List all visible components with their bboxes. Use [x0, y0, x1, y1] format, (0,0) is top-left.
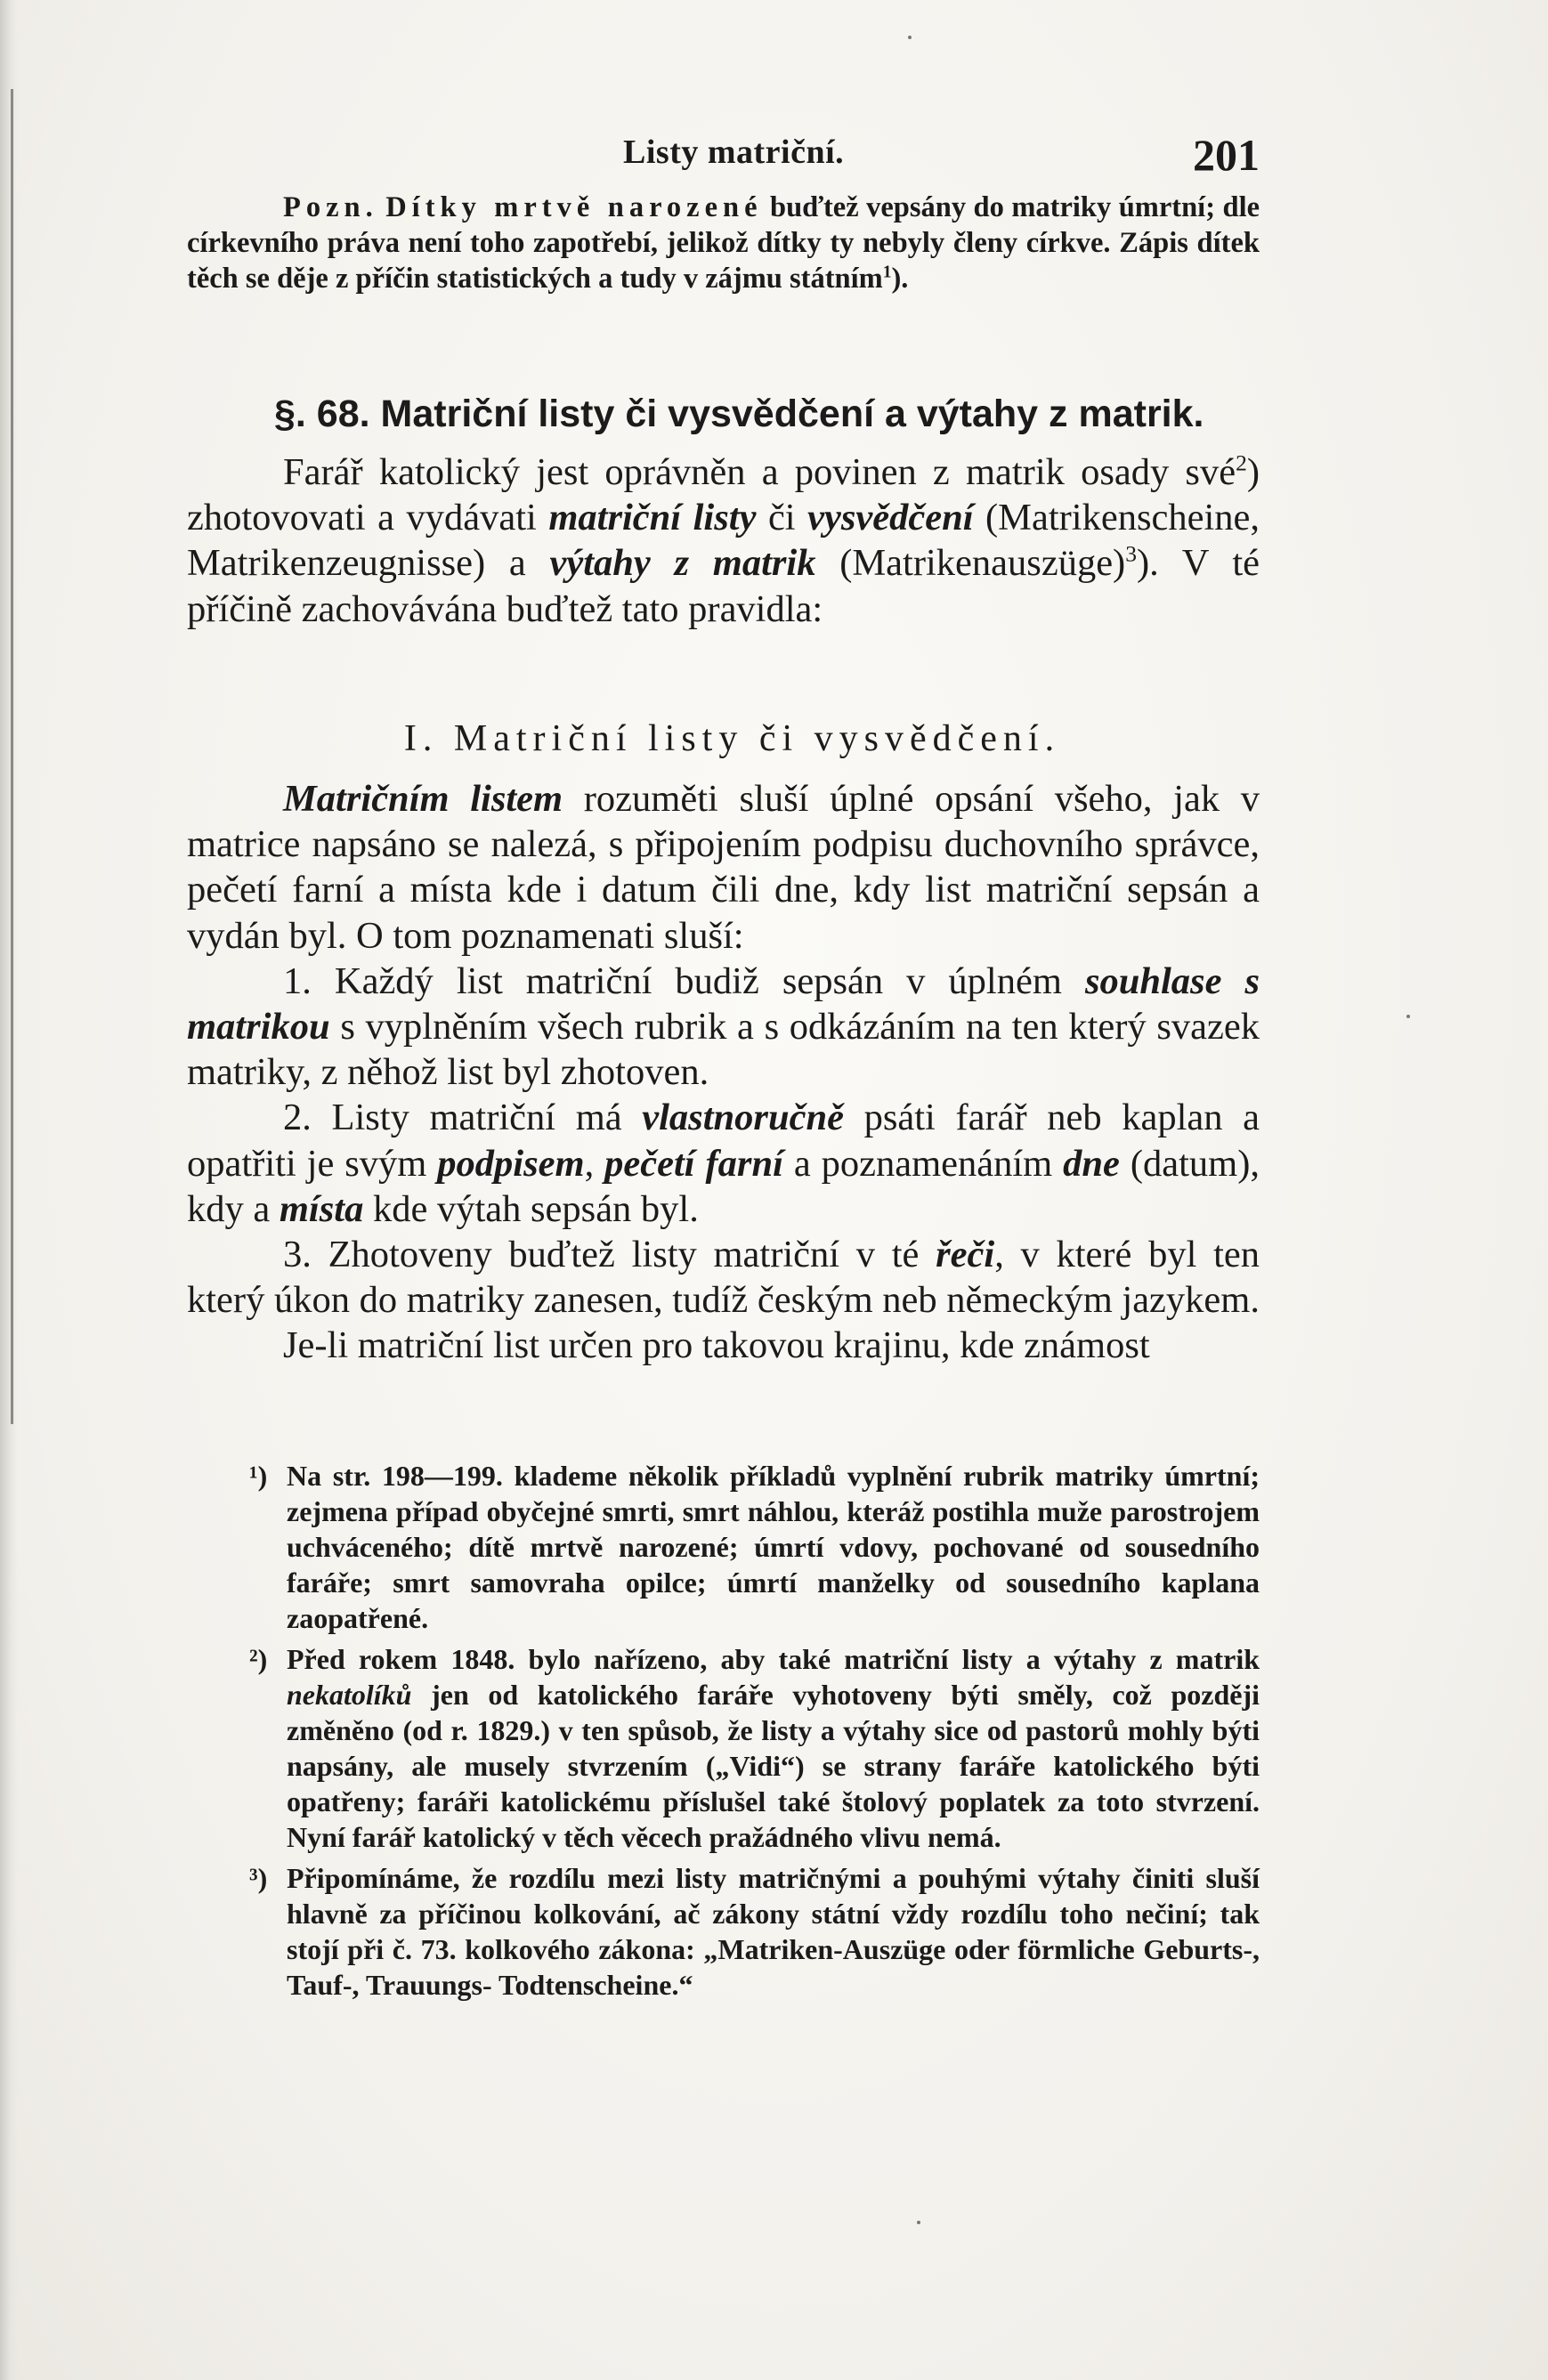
text-run: 2. Listy matriční má	[283, 1097, 622, 1139]
page-number: 201	[1193, 130, 1260, 180]
emphasis: Matričním listem	[283, 778, 563, 820]
emphasis: výtahy z matrik	[549, 542, 816, 585]
rule-item-2	[187, 1095, 1260, 1232]
text-run: ) zhotovovati a vydávati	[187, 451, 1260, 539]
emphasis: podpisem	[437, 1142, 585, 1185]
closing-paragraph: Je-li matriční list určen pro takovou krajinu, kde známost	[283, 1324, 1150, 1367]
section-title: Matriční listy či vysvědčení a výtahy z matrik.	[380, 393, 1204, 435]
footnote-text: Před rokem 1848. bylo nařízeno, aby také matriční listy a výtahy z matrik	[287, 1643, 1260, 1675]
running-head	[187, 129, 1260, 182]
subsection-heading: I. Matriční listy či vysvědčení.	[403, 718, 1061, 759]
text-run: či	[767, 497, 796, 539]
emphasis: řeči	[936, 1234, 995, 1276]
emphasis: pečetí farní	[604, 1142, 783, 1185]
emphasis: matriční listy	[548, 497, 757, 539]
emphasis: souhlase s matrikou	[187, 959, 1260, 1048]
text-run: , v které byl ten který úkon do matriky zanesen, tudíž českým neb německým jazykem.	[187, 1234, 1260, 1322]
footnote-ref: 2	[1236, 449, 1247, 476]
footnote-mark: ³)	[249, 1862, 268, 1894]
text-run: 1. Každý list matriční budiž sepsán v úplném	[283, 959, 1062, 1002]
note-text: buďtež vepsány do matriky úmrtní; dle církevního práva není toho zapotřebí, jelikož dítky ty nebyly členy církve. Zápis dítek těch se děje z příčin statistických a tudy v zájmu státním	[187, 191, 1260, 295]
footnote-mark: ¹)	[249, 1460, 268, 1492]
footnote-ref: 1	[882, 263, 892, 282]
text-run: kde výtah sepsán byl.	[372, 1187, 699, 1230]
note-lead: Dítky mrtvě narozené	[385, 191, 763, 223]
text-run: a poznamenáním	[793, 1142, 1053, 1185]
text-run: (Matrikenscheine, Matrikenzeugnisse) a	[187, 497, 1260, 585]
emphasis: vlastnoručně	[642, 1097, 844, 1139]
text-run: ,	[584, 1142, 595, 1185]
page-gutter-shadow	[0, 0, 18, 2380]
text-run: psáti farář neb kaplan a opatřiti je svým	[187, 1097, 1260, 1185]
footnote-mark: ²)	[249, 1643, 268, 1675]
rule-item-1	[187, 959, 1260, 1096]
text-run: ). V té příčině zachovávána buďtež tato pravidla:	[187, 542, 1260, 630]
text-run: (Matrikenauszüge)	[839, 542, 1126, 585]
page-edge-line	[11, 89, 13, 1424]
footnote-text: Připomínáme, že rozdílu mezi listy matričnými a pouhými výtahy činiti sluší hlavně za příčinou kolkování, ač zákony státní vždy rozdílu toho nečiní; tak stojí při č. 73. kolkového zákona: „Matriken-Auszüge oder förmliche Geburts-, Tauf-, Trauungs- Todtenscheine.“	[287, 1862, 1260, 2001]
definition-paragraph	[187, 776, 1260, 959]
text-run: 3. Zhotoveny buďtež listy matriční v té	[283, 1234, 920, 1276]
footnote-3	[187, 1860, 1260, 2003]
text-run: Farář katolický jest oprávněn a povinen z matrik osady své	[283, 451, 1236, 493]
note-label: Pozn.	[283, 191, 378, 223]
emphasis: místa	[279, 1187, 364, 1230]
footnote-ref: 3	[1125, 541, 1137, 568]
paper-speck	[917, 2221, 920, 2224]
emphasis: dne	[1063, 1142, 1120, 1185]
rule-item-3	[187, 1232, 1260, 1323]
intro-paragraph	[187, 449, 1260, 632]
footnote-text: jen od katolického faráře vyhotoveny býti směly, což později změněno (od r. 1829.) v ten spůsob, že listy a výtahy sice od pastorů mohly býti napsány, ale musely stvrzením („Vidi“) se strany faráře katolického býti opatřeny; faráři katolickému příslušel také štolový poplatek za toto stvrzení. Nyní farář katolický v těch věcech pražádného vlivu nemá.	[287, 1679, 1260, 1853]
emphasis: vysvědčení	[807, 497, 974, 539]
text-run: s vyplněním všech rubrik a s odkázáním na ten který svazek matriky, z něhož list byl zhotoven.	[187, 1006, 1260, 1094]
footnote-2	[187, 1641, 1260, 1855]
paper-speck	[908, 36, 912, 39]
footnote-1	[187, 1458, 1260, 1636]
main-text-block	[187, 776, 1260, 1369]
section-heading	[187, 387, 1260, 441]
note-paragraph	[187, 190, 1260, 296]
running-title: Listy matriční.	[623, 134, 845, 171]
footnote-text: Na str. 198—199. klademe několik příkladů vyplnění rubrik matriky úmrtní; zejmena případ obyčejné smrti, smrt náhlou, kteráž postihla muže parostrojem uchváceného; dítě mrtvě narozené; úmrtí vdovy, pochované od sousedního faráře; smrt samovraha opilce; úmrtí manželky od sousedního kaplana zaopatřené.	[287, 1460, 1260, 1634]
emphasis: nekatolíků	[287, 1679, 412, 1711]
note-end: ).	[891, 263, 909, 295]
footnotes	[187, 1458, 1260, 2008]
text-run: rozuměti sluší úplné opsání všeho, jak v matrice napsáno se nalezá, s připojením podpisu duchovního správce, pečetí farní a místa kde i datum čili dne, kdy list matriční sepsán a vydán byl. O tom poznamenati sluší:	[187, 778, 1260, 957]
section-number: §. 68.	[274, 393, 370, 435]
text-run: (datum), kdy a	[187, 1142, 1260, 1230]
paper-speck	[1406, 1015, 1410, 1018]
